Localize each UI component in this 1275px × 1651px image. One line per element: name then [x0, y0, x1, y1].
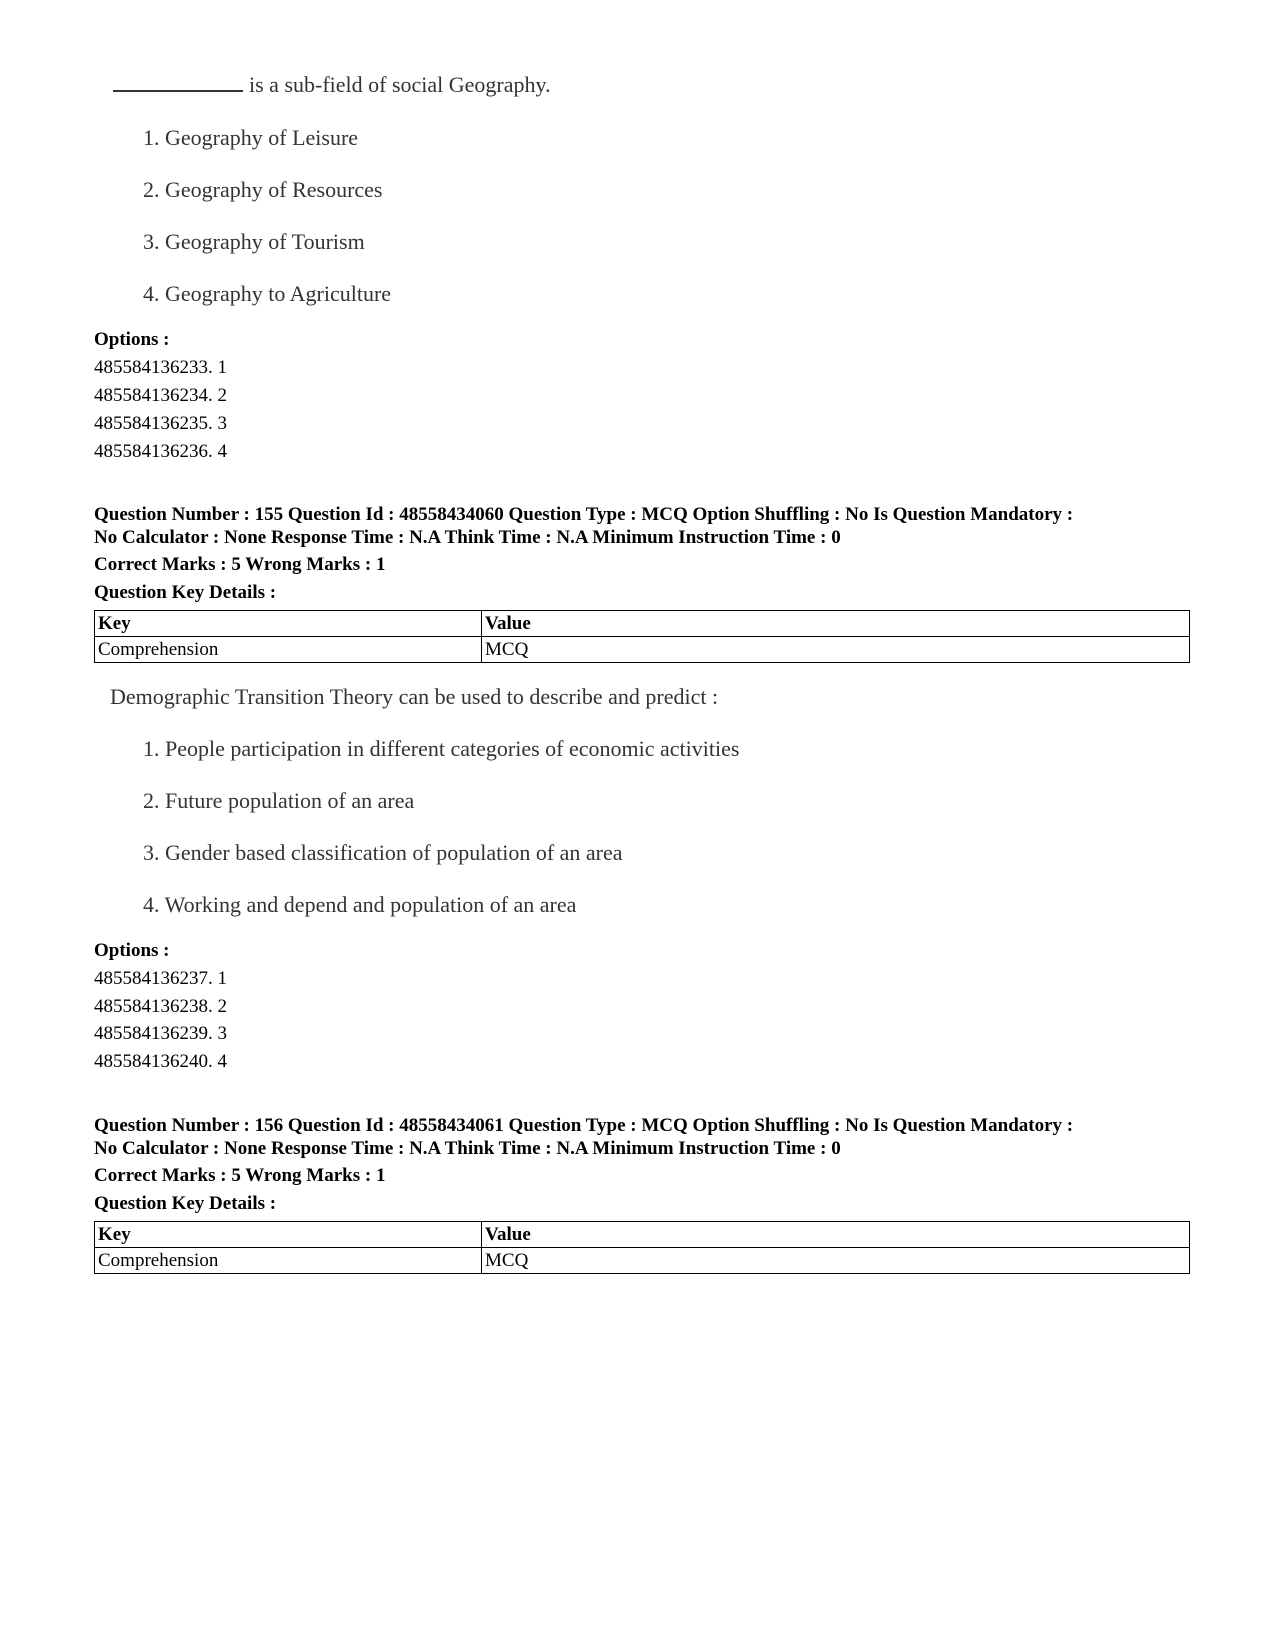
table-header-cell: Value	[482, 611, 1190, 637]
answer-item: 3. Gender based classification of population of an area	[143, 840, 623, 865]
question-155-meta	[94, 503, 1194, 549]
options-label: Options :	[94, 329, 170, 350]
answer-item: 4. Working and depend and population of an area	[143, 892, 577, 917]
meta-line: No Calculator : None Response Time : N.A Think Time : N.A Minimum Instruction Time : 0	[94, 1138, 841, 1159]
table-cell: Comprehension	[95, 637, 482, 663]
table-row	[95, 637, 1190, 663]
answer-item: 1. People participation in different categories of economic activities	[143, 736, 740, 761]
table-header-cell: Key	[95, 611, 482, 637]
meta-line: Question Number : 156 Question Id : 48558434061 Question Type : MCQ Option Shuffling : No Is Question Mandatory :	[94, 1115, 1074, 1136]
table-header-cell: Value	[482, 1222, 1190, 1248]
table-header-row	[95, 611, 1190, 637]
answer-item: 2. Geography of Resources	[143, 177, 383, 202]
key-details-label: Question Key Details :	[94, 582, 277, 603]
meta-line: No Calculator : None Response Time : N.A Think Time : N.A Minimum Instruction Time : 0	[94, 527, 841, 548]
meta-line: Question Number : 155 Question Id : 48558434060 Question Type : MCQ Option Shuffling : No Is Question Mandatory :	[94, 504, 1074, 525]
key-details-table	[94, 610, 1190, 663]
option-line: 485584136235. 3	[94, 413, 227, 434]
question-stem	[113, 72, 551, 98]
option-line: 485584136239. 3	[94, 1023, 227, 1044]
table-cell: MCQ	[482, 637, 1190, 663]
table-header-row	[95, 1222, 1190, 1248]
table-cell: Comprehension	[95, 1248, 482, 1274]
table-cell: MCQ	[482, 1248, 1190, 1274]
option-line: 485584136240. 4	[94, 1051, 227, 1072]
question-stem-text: Demographic Transition Theory can be used to describe and predict :	[110, 684, 719, 709]
key-details-label: Question Key Details :	[94, 1193, 277, 1214]
answer-item: 1. Geography of Leisure	[143, 125, 359, 150]
answer-item: 3. Geography of Tourism	[143, 229, 365, 254]
fill-blank-line	[113, 72, 243, 92]
table-header-cell: Key	[95, 1222, 482, 1248]
option-line: 485584136237. 1	[94, 968, 227, 989]
option-line: 485584136238. 2	[94, 996, 227, 1017]
table-row	[95, 1248, 1190, 1274]
question-154-image	[95, 72, 551, 98]
marks-line: Correct Marks : 5 Wrong Marks : 1	[94, 1165, 386, 1186]
option-line: 485584136233. 1	[94, 357, 227, 378]
answer-item: 2. Future population of an area	[143, 788, 415, 813]
answer-item: 4. Geography to Agriculture	[143, 281, 392, 306]
key-details-table	[94, 1221, 1190, 1274]
marks-line: Correct Marks : 5 Wrong Marks : 1	[94, 554, 386, 575]
question-156-meta	[94, 1114, 1194, 1160]
option-line: 485584136236. 4	[94, 441, 227, 462]
options-label: Options :	[94, 940, 170, 961]
question-stem-text: is a sub-field of social Geography.	[249, 72, 551, 97]
option-line: 485584136234. 2	[94, 385, 227, 406]
